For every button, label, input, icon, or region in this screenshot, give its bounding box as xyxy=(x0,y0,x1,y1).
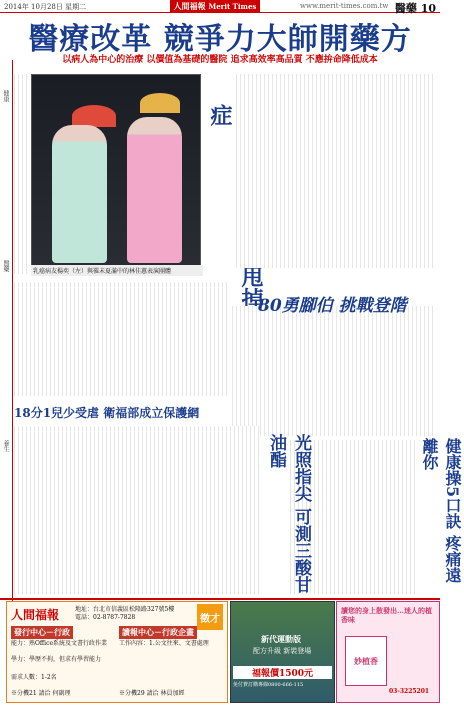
product-sub: 配方升級 新裝登場 xyxy=(253,647,312,655)
red-fan-icon xyxy=(72,105,116,127)
gold-fan-icon xyxy=(140,93,180,113)
fragrance-title: 讀您的身上散發出…迷人的植香味 xyxy=(341,606,432,624)
body-text-block-welfare xyxy=(14,426,260,594)
section-name: 醫藥 xyxy=(394,2,417,15)
sub-headline: 以病人為中心的治療 以價值為基礎的醫院 追求高效率高品質 不應拚命降低成本 xyxy=(62,55,378,65)
welfare-title: 18分1兒少受虐 衛福部成立保護網 xyxy=(14,406,200,420)
product-title: 新代運動版 xyxy=(261,634,301,644)
dancer-left xyxy=(52,125,107,263)
ad-logo: 人間福報 xyxy=(11,608,60,622)
ad-phone: 電話：02-8787-7828 xyxy=(75,614,136,621)
art-therapy-title: 甩掉 症 xyxy=(207,104,264,310)
paper-logo: 人間福報 Merit Times xyxy=(170,0,260,12)
ad-req-2: 學力：學歷不拘，但求有學習能力 xyxy=(11,656,102,663)
body-text-block-mid-left xyxy=(14,282,228,396)
ad-req-3: 工作內容：1.公文往來、文書處理 xyxy=(119,640,209,647)
recruit-badge: 徵才 xyxy=(197,604,223,630)
fragrance-ad xyxy=(336,601,440,703)
left-sidebar xyxy=(0,60,13,620)
ad-headline-1: 發行中心－行政 xyxy=(11,626,73,639)
site-url: www.merit-times.com.tw xyxy=(300,2,389,10)
body-text-col xyxy=(14,74,30,274)
body-text-block-top-right xyxy=(236,74,436,268)
body-text-block-hiking xyxy=(232,306,436,436)
dancers-photo xyxy=(31,74,201,266)
product-ad xyxy=(230,601,335,703)
recruit-ad xyxy=(6,601,228,703)
fragrance-brand: 妙植香 xyxy=(345,636,387,686)
ad-note-2: ※分機29 請洽 林員加經 xyxy=(119,690,185,697)
issue-date: 2014年 10月28日 星期二 xyxy=(4,3,87,11)
sidebar-label-1: 健康 xyxy=(2,90,9,102)
photo-caption: 乳癌病友楊奕（左）與罹未夏滿中的林佳蕙表演團體 xyxy=(31,265,203,276)
health-tips-title: 健康操5口訣 疼痛遠離你 xyxy=(420,438,462,583)
blood-test-title: 光照指尖 可測三酸甘油酯 xyxy=(266,434,311,593)
ad-address: 地址：台北市信義區松隆路327號5樓 xyxy=(75,606,175,613)
main-headline: 醫療改革 競爭力大師開藥方 xyxy=(28,22,412,57)
sidebar-label-2: 醫藥 xyxy=(2,260,9,272)
ad-note-1: ※分機21 請洽 何副理 xyxy=(11,690,71,697)
product-price: 福報價1500元 xyxy=(233,666,332,679)
ad-headline-2: 讀報中心－行政企畫 xyxy=(119,626,197,639)
dancer-right xyxy=(127,117,182,263)
sidebar-label-3: 養生 xyxy=(2,440,9,452)
ad-req-1: 能力：熟Office系統及文書行政作業 xyxy=(11,640,108,647)
fragrance-phone: 03-3225201 xyxy=(389,688,430,695)
hiking-title: 80勇腳伯 挑戰登階 xyxy=(258,296,407,316)
page-number: 10 xyxy=(420,2,436,15)
ad-req-4: 需求人數：1-2名 xyxy=(11,674,57,681)
product-phone: 免付費訂購專線0800-666-115 xyxy=(233,682,304,688)
